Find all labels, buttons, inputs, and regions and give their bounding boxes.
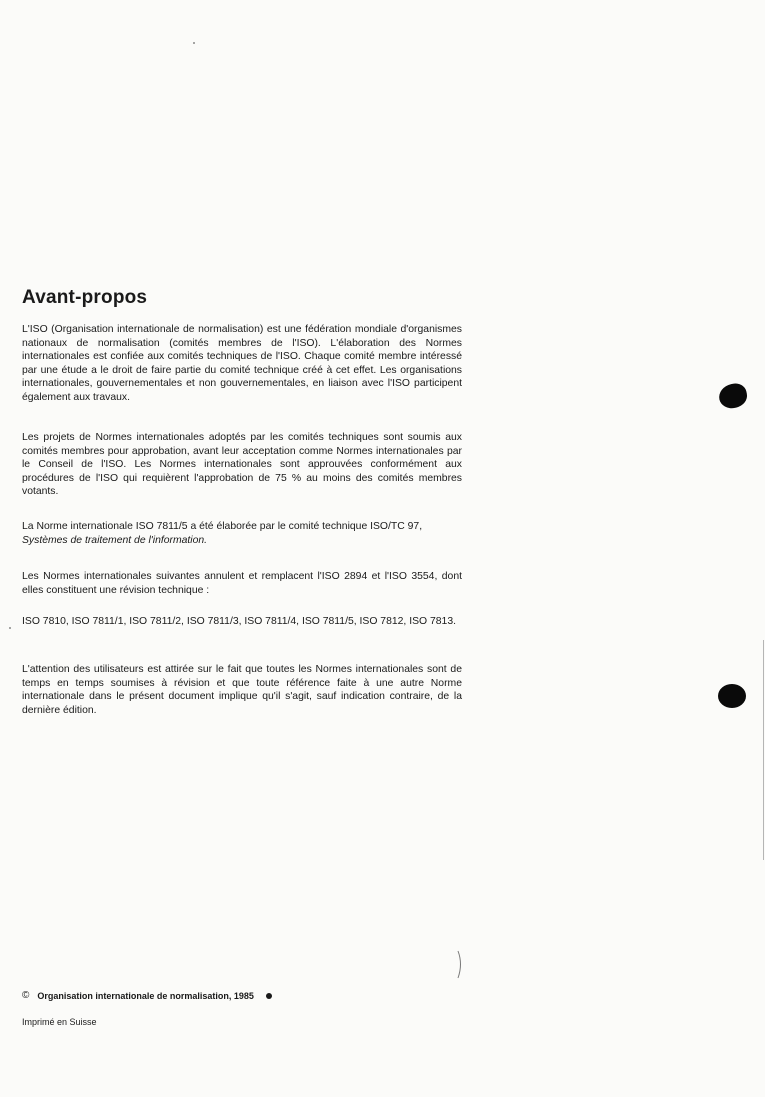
copyright-text: Organisation internationale de normalisation, 1985 <box>37 990 254 1001</box>
paragraph-technical-committee-text: La Norme internationale ISO 7811/5 a été élaborée par le comité technique ISO/TC 97, <box>22 521 423 532</box>
pencil-stroke-mark <box>456 950 466 980</box>
copyright-symbol: © <box>22 990 30 1001</box>
paragraph-standards-list: ISO 7810, ISO 7811/1, ISO 7811/2, ISO 7811/3, ISO 7811/4, ISO 7811/5, ISO 7812, ISO 7813. <box>22 616 456 627</box>
paragraph-revision-notice: L'attention des utilisateurs est attirée sur le fait que toutes les Normes internationales sont de temps en temps soumises à révision et que toute référence faite à une autre Norme internationale dans le présent document implique qu'il s'agit, sauf indication contraire, de la dernière édition. <box>22 664 462 716</box>
page-title: Avant-propos <box>22 287 148 308</box>
punch-hole-mark-lower <box>718 684 746 708</box>
punch-hole-mark-upper <box>717 381 749 410</box>
paragraph-approval-process: Les projets de Normes internationales adoptés par les comités techniques sont soumis aux comités membres pour approbation, avant leur acceptation comme Normes internationales par le Conseil de l'ISO. Les Normes internationales sont approuvées conformément aux procédures de l'ISO qui requièrent l'approbation de 75 % au moins des comités membres votants. <box>22 432 462 498</box>
scan-edge-line <box>763 640 764 860</box>
printed-in-note: Imprimé en Suisse <box>22 1017 97 1027</box>
paragraph-replacement: Les Normes internationales suivantes annulent et remplacent l'ISO 2894 et l'ISO 3554, dont elles constituent une révision technique : <box>22 571 462 596</box>
paragraph-technical-committee <box>22 520 462 547</box>
committee-title-italic: Systèmes de traitement de l'information. <box>22 534 208 546</box>
speck-left <box>9 627 11 629</box>
paragraph-iso-intro: L'ISO (Organisation internationale de normalisation) est une fédération mondiale d'organismes nationaux de normalisation (comités membres de l'ISO). L'élaboration des Normes internationales est confiée aux comités techniques de l'ISO. Chaque comité membre intéressé par une étude a le droit de faire partie du comité technique créé à cet effet. Les organisations internationales, gouvernementales et non gouvernementales, en liaison avec l'ISO participent également aux travaux. <box>22 324 462 403</box>
copyright-line <box>22 990 272 1001</box>
speck-top <box>193 42 195 44</box>
bullet-dot-icon <box>266 993 272 999</box>
